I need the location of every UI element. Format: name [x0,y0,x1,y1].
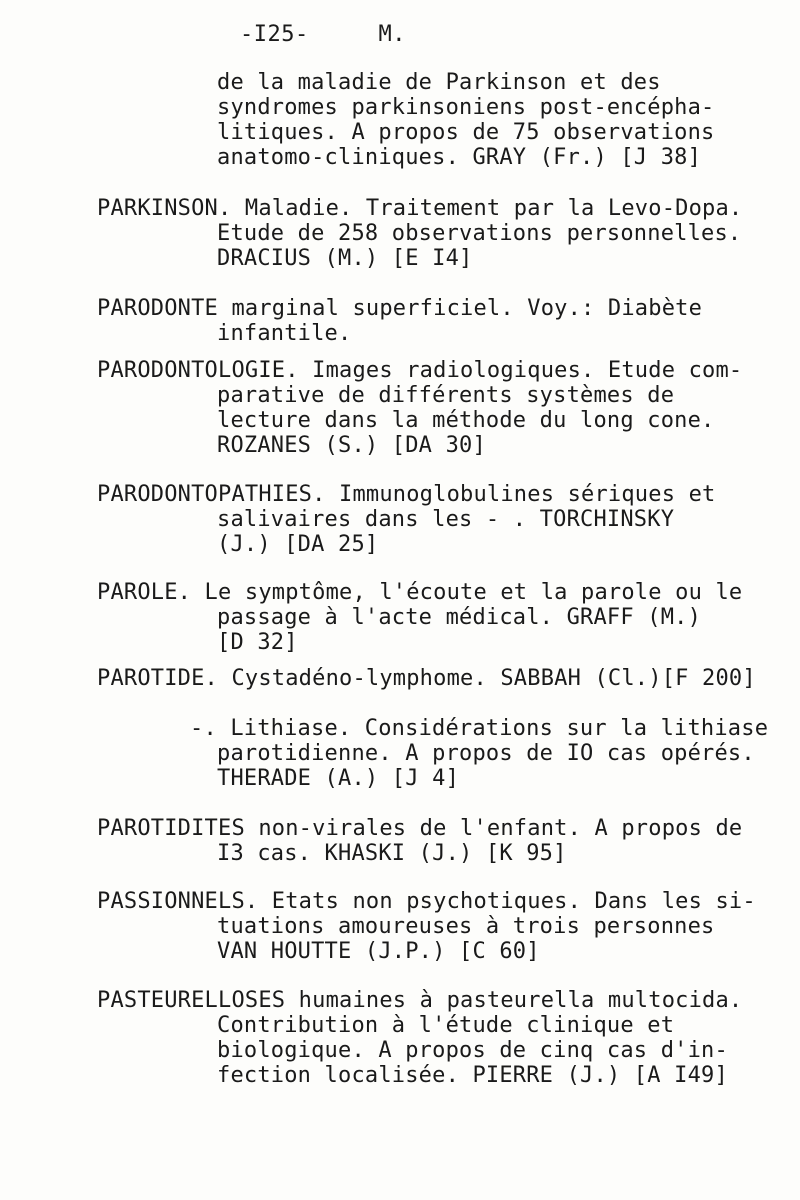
entry-line: ROZANES (S.) [DA 30] [217,433,486,458]
entry-line: infantile. [217,321,352,346]
entry-line: passage à l'acte médical. GRAFF (M.) [217,605,702,630]
entry-line: parative de différents systèmes de [217,383,675,408]
entry-line: PARODONTOPATHIES. Immunoglobulines sériques et [97,482,716,507]
entry-line: Contribution à l'étude clinique et [217,1013,675,1038]
entry-line: PASTEURELLOSES humaines à pasteurella multocida. [97,988,743,1013]
entry-line: syndromes parkinsoniens post-encépha- [217,95,715,120]
entry-line: PAROTIDITES non-virales de l'enfant. A propos de [97,816,743,841]
entry-line: fection localisée. PIERRE (J.) [A I49] [217,1063,728,1088]
entry-line: PARODONTE marginal superficiel. Voy.: Diabète [97,296,703,321]
entry-line: VAN HOUTTE (J.P.) [C 60] [217,939,540,964]
entry-line: DRACIUS (M.) [E I4] [217,246,473,271]
entry-line: tuations amoureuses à trois personnes [217,914,715,939]
entry-line: biologique. A propos de cinq cas d'in- [217,1038,728,1063]
entry-line: litiques. A propos de 75 observations [217,120,715,145]
page-number: -I25- [240,22,309,47]
section-letter: M. [378,22,406,47]
entry-line: (J.) [DA 25] [217,532,379,557]
entry-line: lecture dans la méthode du long cone. [217,408,715,433]
entry-line: Etude de 258 observations personnelles. [217,221,742,246]
entry-line: [D 32] [217,630,298,655]
entry-line: PASSIONNELS. Etats non psychotiques. Dans les si- [97,889,756,914]
page-header [240,22,406,47]
entry-line: anatomo-cliniques. GRAY (Fr.) [J 38] [217,145,702,170]
entry-line: PAROLE. Le symptôme, l'écoute et la parole ou le [97,580,743,605]
entry-line: THERADE (A.) [J 4] [217,766,460,791]
entry-line: parotidienne. A propos de IO cas opérés. [217,741,755,766]
entry-line: PAROTIDE. Cystadéno-lymphome. SABBAH (Cl.)[F 200] [97,666,756,691]
entry-line: salivaires dans les - . TORCHINSKY [217,507,675,532]
entry-line: de la maladie de Parkinson et des [217,70,661,95]
entry-line: PARODONTOLOGIE. Images radiologiques. Etude com- [97,358,743,383]
entry-line: -. Lithiase. Considérations sur la lithiase [190,716,769,741]
entry-line: I3 cas. KHASKI (J.) [K 95] [217,841,567,866]
entry-line: PARKINSON. Maladie. Traitement par la Levo-Dopa. [97,196,743,221]
